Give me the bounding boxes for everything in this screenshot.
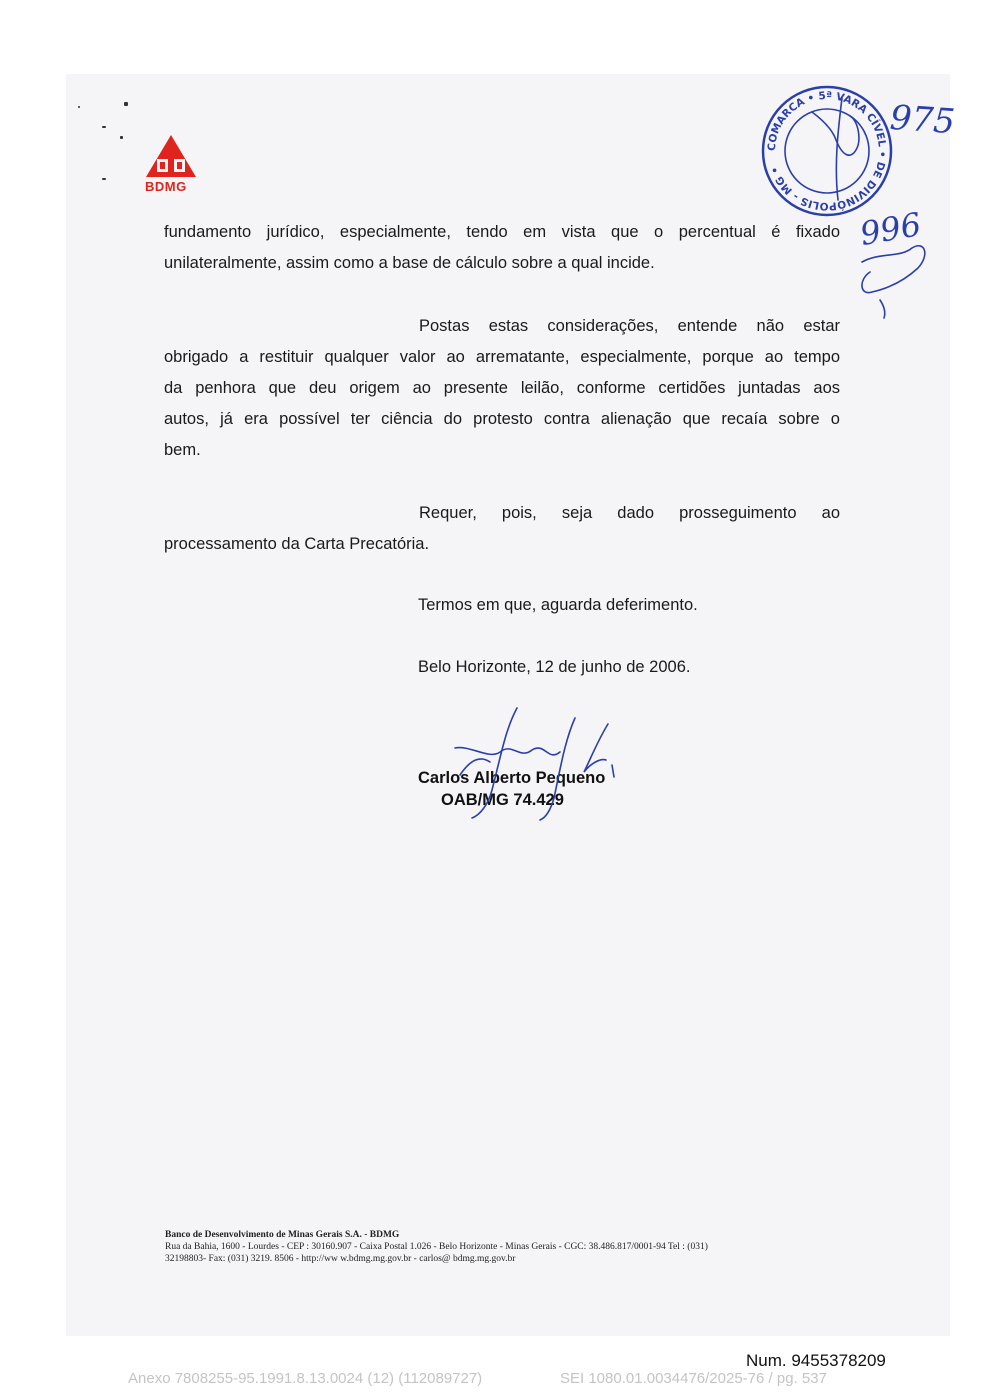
paragraph-line: Requer, pois, seja dado prosseguimento ao: [419, 504, 840, 522]
paragraph-line: processamento da Carta Precatória.: [164, 535, 430, 553]
paragraph-line: unilateralmente, assim como a base de cálculo sobre a qual incide.: [164, 254, 655, 272]
sei-reference: SEI 1080.01.0034476/2025-76 / pg. 537: [560, 1370, 827, 1387]
paragraph-3: [164, 498, 840, 560]
paragraph-1: [164, 217, 840, 279]
paragraph-2: [164, 311, 840, 466]
letterhead-footer: [165, 1229, 815, 1265]
paragraph-line: fundamento jurídico, especialmente, tendo em vista que o percentual é fixado: [164, 223, 840, 241]
footer-contacts: 32198803- Fax: (031) 3219. 8506 - http://ww w.bdmg.mg.gov.br - carlos@ bdmg.mg.gov.br: [165, 1254, 516, 1264]
stamp-text: COMARCA • 5ª VARA CÍVEL • DE DIVINÓPOLIS - MG •: [765, 89, 889, 213]
footer-address: Rua da Bahia, 1600 - Lourdes - CEP : 30160.907 - Caixa Postal 1.026 - Belo Horizonte - Minas Gerais - CGC: 38.486.817/0001-94 Tel : (031): [165, 1242, 708, 1252]
page-number-handwritten: 975: [888, 97, 957, 143]
logo-text: BDMG: [145, 179, 187, 194]
anexo-reference: Anexo 7808255-95.1991.8.13.0024 (12) (112089727): [128, 1370, 483, 1387]
closing-text: Termos em que, aguarda deferimento.: [418, 596, 698, 614]
footer-company: Banco de Desenvolvimento de Minas Gerais S.A. - BDMG: [165, 1230, 400, 1240]
signer-oab: OAB/MG 74.429: [441, 791, 564, 809]
paragraph-line: autos, já era possível ter ciência do protesto contra alienação que recaía sobre o: [164, 410, 840, 428]
paragraph-line: da penhora que deu origem ao presente leilão, conforme certidões juntadas aos: [164, 379, 840, 397]
paragraph-line: obrigado a restituir qualquer valor ao arrematante, especialmente, porque ao tempo: [164, 348, 840, 366]
court-stamp-icon: [760, 84, 894, 218]
paragraph-line: Postas estas considerações, entende não estar: [419, 317, 840, 335]
signer-name: Carlos Alberto Pequeno: [418, 769, 606, 787]
page-number-handwritten: 996: [857, 204, 924, 254]
paragraph-line: bem.: [164, 441, 201, 459]
document-number: Num. 9455378209: [746, 1351, 886, 1370]
date-line: Belo Horizonte, 12 de junho de 2006.: [418, 658, 691, 676]
